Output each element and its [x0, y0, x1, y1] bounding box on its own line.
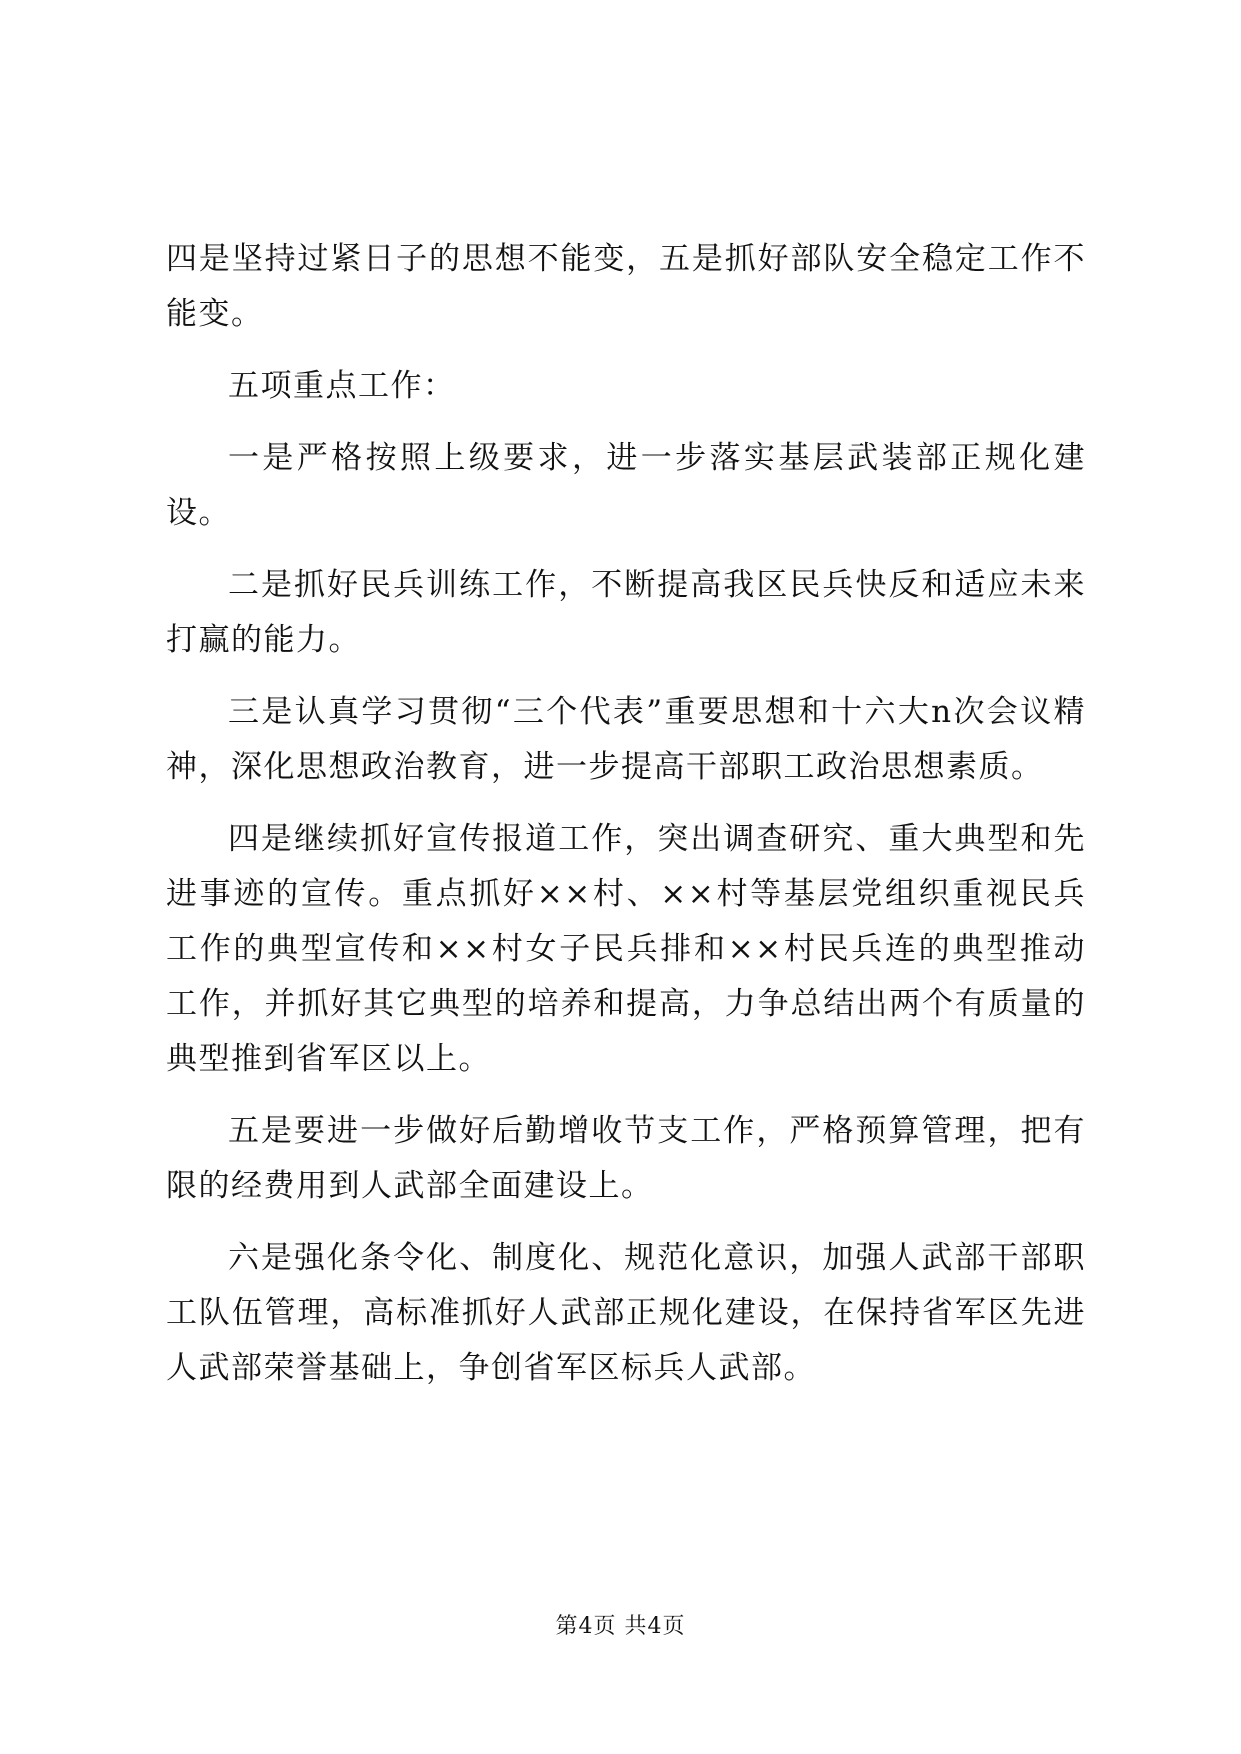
paragraph: 四是坚持过紧日子的思想不能变，五是抓好部队安全稳定工作不能变。	[166, 241, 1086, 332]
paragraph: 二是抓好民兵训练工作，不断提高我区民兵快反和适应未来打赢的能力。	[166, 567, 1086, 658]
paragraph: 四是继续抓好宣传报道工作，突出调查研究、重大典型和先进事迹的宣传。重点抓好××村、××村等基层党组织重视民兵工作的典型宣传和××村女子民兵排和××村民兵连的典型推动工作，并抓好其它典型的培养和提高，力争总结出两个有质量的典型推到省军区以上。	[166, 821, 1086, 1077]
paragraph: 一是严格按照上级要求，进一步落实基层武装部正规化建设。	[166, 440, 1086, 531]
paragraph: 六是强化条令化、制度化、规范化意识，加强人武部干部职工队伍管理，高标准抓好人武部正规化建设，在保持省军区先进人武部荣誉基础上，争创省军区标兵人武部。	[166, 1240, 1086, 1386]
page-number-footer: 第4页 共4页	[555, 1614, 686, 1639]
document-body	[166, 232, 1086, 1413]
paragraph: 三是认真学习贯彻“三个代表”重要思想和十六大n次会议精神，深化思想政治教育，进一步提高干部职工政治思想素质。	[166, 694, 1086, 785]
paragraph: 五项重点工作：	[228, 368, 456, 404]
paragraph: 五是要进一步做好后勤增收节支工作，严格预算管理，把有限的经费用到人武部全面建设上。	[166, 1113, 1086, 1204]
